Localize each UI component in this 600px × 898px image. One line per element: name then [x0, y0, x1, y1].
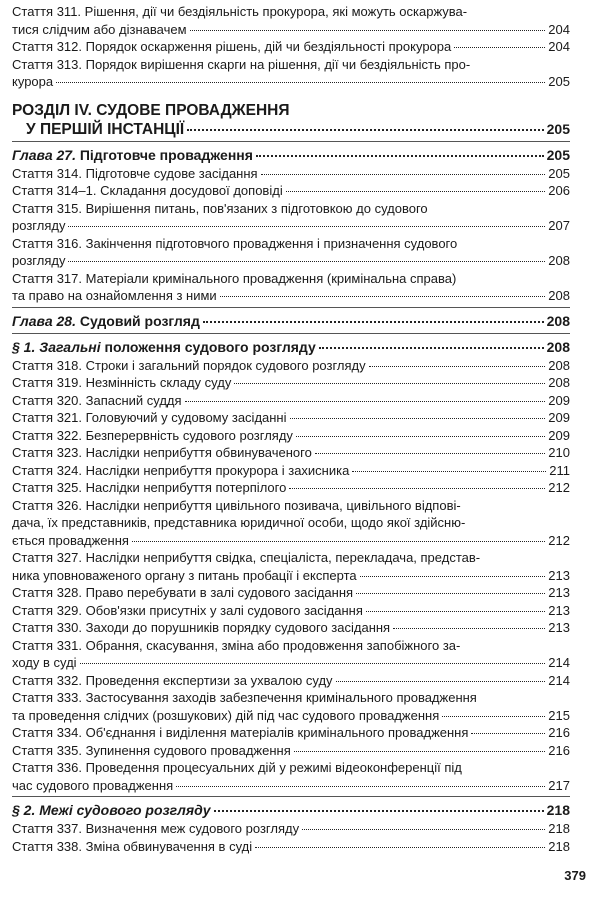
- dot-leader: [471, 733, 545, 734]
- toc-entry-article-322: [12, 427, 570, 445]
- page-ref: 205: [548, 165, 570, 181]
- dot-leader: [203, 321, 544, 323]
- page-ref: 212: [548, 532, 570, 548]
- dot-leader: [214, 810, 544, 812]
- entry-text: розгляду: [12, 253, 66, 268]
- page-number: 379: [564, 868, 586, 883]
- entry-text: курора: [12, 74, 54, 89]
- dot-leader: [289, 488, 545, 489]
- page-ref: 218: [548, 821, 570, 836]
- toc-entry-article-317: [12, 270, 570, 305]
- section-title: РОЗДІЛ IV. СУДОВЕ ПРОВАДЖЕННЯ: [12, 101, 290, 119]
- toc-entry-article-315: [12, 200, 570, 235]
- dot-leader: [296, 436, 545, 437]
- page-ref: 208: [548, 253, 570, 268]
- page-ref: 204: [548, 39, 570, 54]
- toc-chapter-28: [12, 312, 570, 331]
- entry-text: дача, їх представників, представника юридичної особи, щодо якої здійсню-: [12, 515, 466, 530]
- entry-text: ходу в суді: [12, 655, 77, 670]
- dot-leader: [319, 347, 544, 349]
- dot-leader: [185, 401, 546, 402]
- entry-text: Стаття 337. Визначення меж судового розгляду: [12, 821, 300, 836]
- toc-entry-article-335: [12, 742, 570, 760]
- dot-leader: [294, 751, 546, 752]
- entry-text: Стаття 323. Наслідки неприбуття обвинуваченого: [12, 445, 312, 460]
- entry-text: Стаття 336. Проведення процесуальних дій у режимі відеоконференції під: [12, 760, 462, 775]
- chapter-title: Судовий розгляд: [79, 312, 200, 329]
- dot-leader: [286, 191, 546, 192]
- dot-leader: [68, 261, 545, 262]
- dot-leader: [442, 716, 545, 717]
- paragraph-label: § 2.: [12, 802, 36, 818]
- entry-text: Стаття 338. Зміна обвинувачення в суді: [12, 838, 253, 854]
- entry-text: Стаття 314. Підготовче судове засідання: [12, 165, 258, 181]
- toc-section-4: [12, 101, 570, 139]
- entry-text: час судового провадження: [12, 777, 174, 793]
- dot-leader: [56, 82, 545, 83]
- dot-leader: [261, 174, 546, 175]
- toc-entry-article-327: [12, 549, 570, 584]
- entry-text: Стаття 312. Порядок оскарження рішень, дій чи бездіяльності прокурора: [12, 39, 452, 54]
- toc-entry-article-323: [12, 444, 570, 462]
- entry-text: ника уповноваженого органу з питань пробації і експерта: [12, 567, 357, 583]
- entry-text: Стаття 313. Порядок вирішення скарги на рішення, дії чи бездіяльність про-: [12, 56, 471, 72]
- toc-entry-article-325: [12, 479, 570, 497]
- entry-text: Стаття 320. Запасний суддя: [12, 392, 182, 408]
- dot-leader: [369, 366, 546, 367]
- toc-entry-article-328: [12, 584, 570, 602]
- toc-entry-article-311: [12, 3, 570, 38]
- dot-leader: [393, 628, 545, 629]
- paragraph-label: § 1. Загальні: [12, 338, 101, 355]
- toc-entry-article-312: [12, 38, 570, 56]
- entry-text: Стаття 331. Обрання, скасування, зміна або продовження запобіжного за-: [12, 637, 461, 653]
- divider: [12, 141, 570, 142]
- page-ref: 209: [548, 410, 570, 425]
- entry-text: Стаття 311. Рішення, дії чи бездіяльність прокурора, які можуть оскаржува-: [12, 4, 468, 19]
- toc-entry-article-330: [12, 619, 570, 637]
- dot-leader: [80, 663, 546, 664]
- page-ref: 209: [548, 427, 570, 443]
- toc-entry-article-316: [12, 235, 570, 270]
- page-ref: 208: [546, 338, 570, 355]
- divider: [12, 796, 570, 797]
- entry-text: Стаття 333. Застосування заходів забезпечення кримінального провадження: [12, 690, 477, 705]
- page-ref: 214: [548, 672, 570, 688]
- dot-leader: [302, 829, 545, 830]
- divider: [12, 333, 570, 334]
- entry-text: Стаття 327. Наслідки неприбуття свідка, спеціаліста, перекладача, представ-: [12, 550, 481, 565]
- dot-leader: [336, 681, 546, 682]
- entry-text: Стаття 325. Наслідки неприбуття потерпілого: [12, 480, 287, 495]
- dot-leader: [454, 47, 545, 48]
- entry-text: Стаття 321. Головуючий у судовому засіданні: [12, 410, 287, 425]
- page-ref: 208: [546, 312, 570, 329]
- toc-paragraph-2: [12, 801, 570, 820]
- dot-leader: [190, 30, 546, 31]
- page-ref: 213: [548, 567, 570, 583]
- toc-entry-article-324: [12, 462, 570, 480]
- entry-text: ється провадження: [12, 532, 129, 548]
- table-of-contents: [12, 3, 570, 855]
- entry-text: Стаття 314–1. Складання досудової доповіді: [12, 183, 283, 198]
- entry-text: тися слідчим або дізнавачем: [12, 21, 187, 37]
- entry-text: Стаття 317. Матеріали кримінального провадження (кримінальна справа): [12, 270, 457, 286]
- entry-text: Стаття 316. Закінчення підготовчого провадження і призначення судового: [12, 235, 458, 251]
- dot-leader: [187, 129, 543, 131]
- section-title: У ПЕРШІЙ ІНСТАНЦІЇ: [26, 120, 185, 138]
- dot-leader: [366, 611, 545, 612]
- toc-entry-article-321: [12, 409, 570, 427]
- chapter-title: Підготовче провадження: [79, 146, 253, 163]
- page-ref: 205: [546, 146, 570, 163]
- toc-entry-article-319: [12, 374, 570, 392]
- page-ref: 214: [548, 655, 570, 670]
- toc-entry-article-326: [12, 497, 570, 550]
- paragraph-title: Межі судового розгляду: [39, 802, 211, 818]
- dot-leader: [315, 453, 545, 454]
- toc-entry-article-314: [12, 165, 570, 183]
- page-ref: 209: [548, 392, 570, 408]
- toc-entry-article-318: [12, 357, 570, 375]
- page-ref: 218: [546, 802, 570, 818]
- dot-leader: [352, 471, 546, 472]
- toc-entry-article-332: [12, 672, 570, 690]
- entry-text: Стаття 324. Наслідки неприбуття прокурора і захисника: [12, 462, 350, 478]
- page-ref: 211: [549, 462, 570, 478]
- page-ref: 208: [548, 375, 570, 390]
- page-ref: 216: [548, 725, 570, 740]
- page-ref: 208: [548, 357, 570, 373]
- toc-entry-article-314-1: [12, 182, 570, 200]
- page-ref: 205: [548, 74, 570, 89]
- page-ref: 205: [546, 120, 570, 137]
- page-ref: 208: [548, 288, 570, 303]
- page-ref: 207: [548, 218, 570, 233]
- paragraph-title: положення судового розгляду: [104, 338, 316, 355]
- entry-text: Стаття 328. Право перебувати в залі судового засідання: [12, 585, 354, 600]
- page-ref: 216: [548, 742, 570, 758]
- page-ref: 213: [548, 585, 570, 600]
- toc-entry-article-338: [12, 838, 570, 856]
- dot-leader: [256, 155, 544, 157]
- entry-text: Стаття 326. Наслідки неприбуття цивільного позивача, цивільного відпові-: [12, 497, 461, 513]
- toc-entry-article-331: [12, 637, 570, 672]
- chapter-label: Глава 27.: [12, 146, 76, 163]
- toc-entry-article-336: [12, 759, 570, 794]
- entry-text: Стаття 319. Незмінність складу суду: [12, 375, 232, 390]
- dot-leader: [132, 541, 545, 542]
- page-ref: 217: [548, 777, 570, 793]
- chapter-label: Глава 28.: [12, 312, 76, 329]
- page-ref: 213: [548, 620, 570, 635]
- toc-entry-article-329: [12, 602, 570, 620]
- dot-leader: [356, 593, 545, 594]
- entry-text: Стаття 318. Строки і загальний порядок судового розгляду: [12, 357, 366, 373]
- toc-entry-article-313: [12, 56, 570, 91]
- entry-text: та проведення слідчих (розшукових) дій під час судового провадження: [12, 707, 440, 723]
- dot-leader: [220, 296, 546, 297]
- dot-leader: [68, 226, 545, 227]
- page-ref: 215: [548, 707, 570, 723]
- page-ref: 204: [548, 21, 570, 37]
- toc-paragraph-1: [12, 338, 570, 357]
- dot-leader: [176, 786, 545, 787]
- toc-entry-article-333: [12, 689, 570, 724]
- dot-leader: [290, 418, 546, 419]
- toc-chapter-27: [12, 146, 570, 165]
- divider: [12, 307, 570, 308]
- entry-text: та право на ознайомлення з ними: [12, 288, 217, 303]
- toc-entry-article-334: [12, 724, 570, 742]
- entry-text: Стаття 335. Зупинення судового провадження: [12, 742, 291, 758]
- page-ref: 212: [548, 480, 570, 495]
- entry-text: Стаття 329. Обов'язки присутніх у залі судового засідання: [12, 602, 363, 618]
- dot-leader: [255, 847, 545, 848]
- page-ref: 218: [548, 838, 570, 854]
- page-ref: 206: [548, 183, 570, 198]
- entry-text: Стаття 330. Заходи до порушників порядку судового засідання: [12, 620, 391, 635]
- entry-text: Стаття 332. Проведення експертизи за ухвалою суду: [12, 672, 333, 688]
- entry-text: Стаття 322. Безперервність судового розгляду: [12, 427, 293, 443]
- entry-text: Стаття 315. Вирішення питань, пов'язаних з підготовкою до судового: [12, 200, 428, 216]
- toc-entry-article-337: [12, 820, 570, 838]
- page-ref: 210: [548, 445, 570, 460]
- toc-entry-article-320: [12, 392, 570, 410]
- entry-text: Стаття 334. Об'єднання і виділення матеріалів кримінального провадження: [12, 725, 469, 740]
- entry-text: розгляду: [12, 218, 66, 233]
- dot-leader: [234, 383, 545, 384]
- page-ref: 213: [548, 602, 570, 618]
- dot-leader: [360, 576, 546, 577]
